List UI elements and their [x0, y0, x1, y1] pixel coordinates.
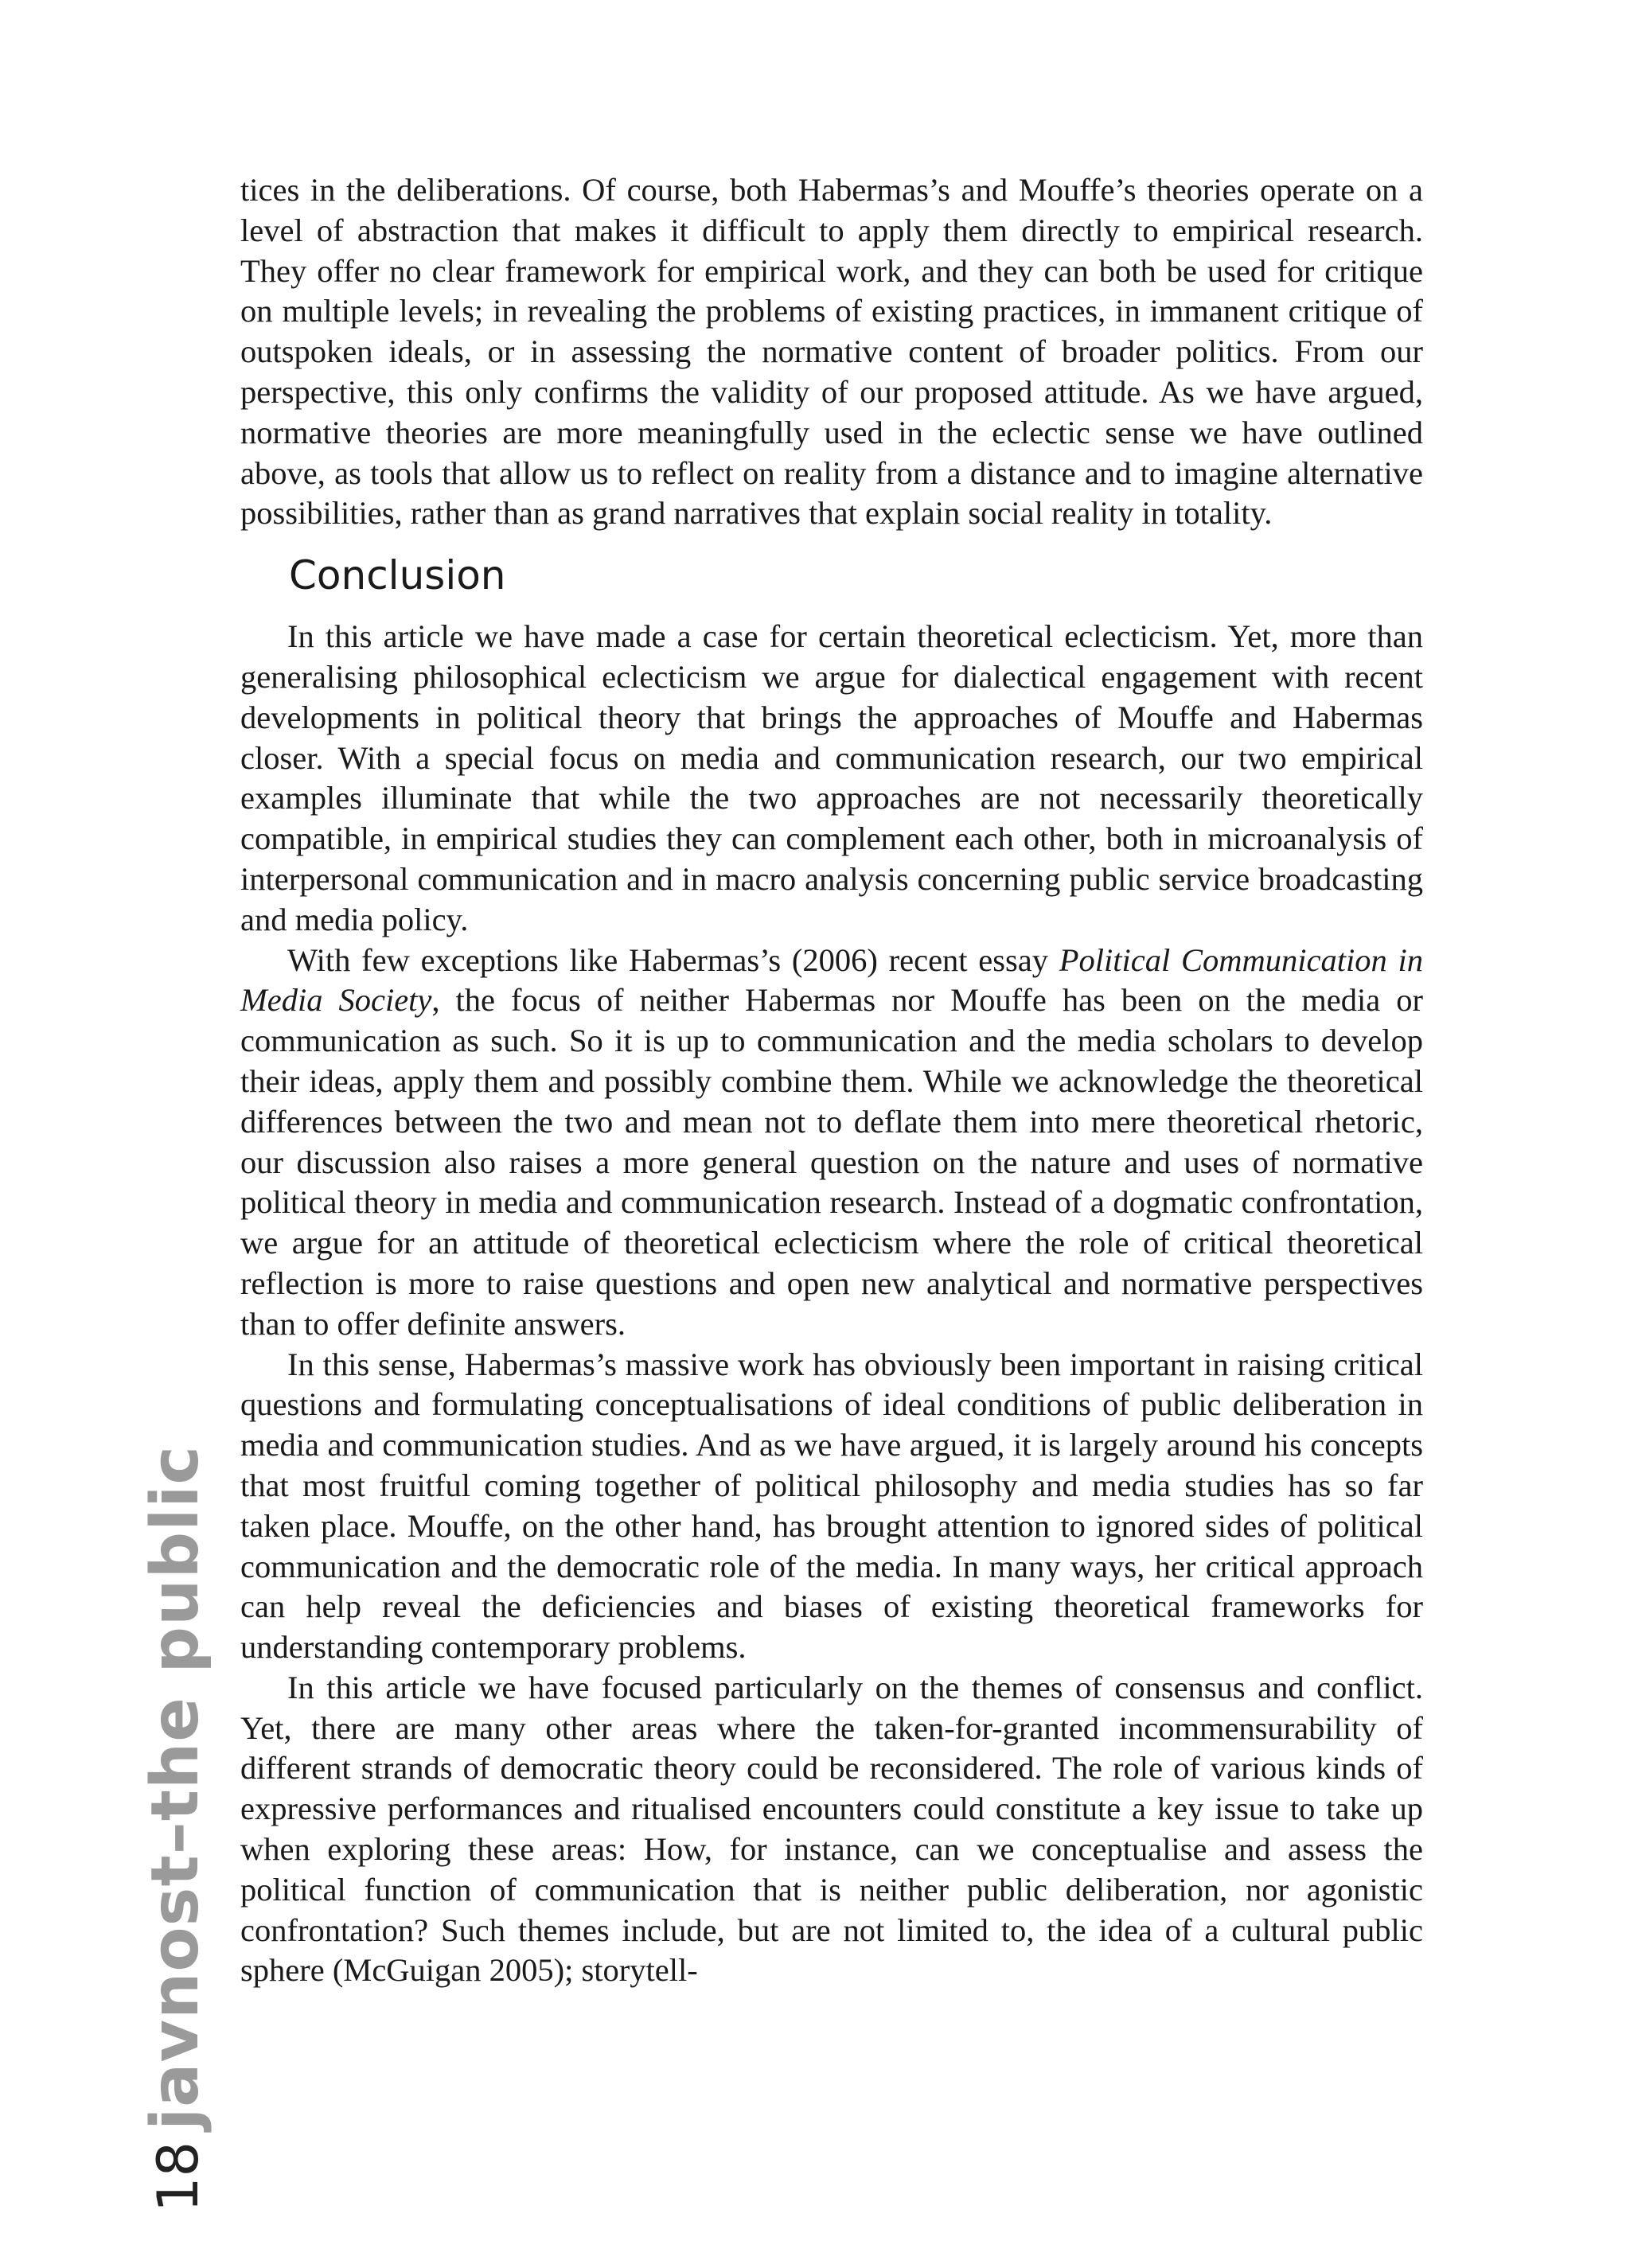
continued-paragraph: tices in the deliberations. Of course, both Habermas’s and Mouffe’s theories operate on a level of abstraction that makes it difficult to apply them directly to empirical research. They offer no clear framework for empirical work, and they can both be used for critique on multiple levels; in revealing the problems of existing practices, in immanent critique of outspoken ideals, or in assessing the normative content of broader politics. From our perspective, this only confirms the validity of our proposed attitude. As we have argued, normative theories are more meaningfully used in the eclectic sense we have outlined above, as tools that allow us to reflect on reality from a distance and to imagine alternative possibilities, rather than as grand narratives that explain social reality in totality. [240, 172, 1423, 532]
conclusion-paragraph-3: In this sense, Habermas’s massive work has obviously been important in raising critical questions and formulating conceptualisations of ideal conditions of public deliberation in media and communication studies. And as we have argued, it is largely around his concepts that most fruitful coming together of political philosophy and media studies has so far taken place. Mouffe, on the other hand, has brought attention to ignored sides of political communication and the democratic role of the media. In many ways, her critical approach can help reveal the deficiencies and biases of existing theoretical frameworks for understanding contemporary problems. [240, 1346, 1423, 1666]
page-number: 18 [146, 2141, 211, 2212]
running-head [138, 1444, 213, 2212]
conclusion-paragraph-4: In this article we have focused particularly on the themes of consensus and conflict. Yet, there are many other areas where the taken-for-granted incommensurability of different strands of democratic theory could be reconsidered. The role of various kinds of expressive performances and ritualised encounters could constitute a key issue to take up when exploring these areas: How, for instance, can we conceptualise and assess the political function of communication that is neither public deliberation, nor agonistic confrontation? Such themes include, but are not limited to, the idea of a cultural public sphere (McGuigan 2005); storytell- [240, 1669, 1423, 1989]
paragraph-2-lead: With few exceptions like Habermas’s (2006) recent essay [287, 941, 1059, 978]
essay-title: Political Communication in Media Society [240, 941, 1423, 1019]
conclusion-paragraph-1: In this article we have made a case for certain theoretical eclecticism. Yet, more than generalising philosophical eclecticism we argue for dialectical engagement with recent developments in political theory that brings the approaches of Mouffe and Habermas closer. With a special focus on media and communication research, our two empirical examples illuminate that while the two approaches are not necessarily theoretically compatible, in empirical studies they can complement each other, both in microanalysis of interpersonal communication and in macro analysis concerning public service broadcasting and media policy. [240, 618, 1423, 937]
paragraph-2-rest: , the focus of neither Habermas nor Mouffe has been on the media or communication as such. So it is up to communication and the media scholars to develop their ideas, apply them and possibly combine them. While we acknowledge the theoretical differences between the two and mean not to deflate them into mere theoretical rhetoric, our discussion also raises a more general question on the nature and uses of normative political theory in media and communication research. Instead of a dogmatic confrontation, we argue for an attitude of theoretical eclecticism where the role of critical theoretical reflection is more to raise questions and open new analytical and normative perspectives than to offer definite answers. [240, 982, 1423, 1342]
journal-name: javnost–the public [138, 1444, 213, 2130]
section-heading: Conclusion [289, 552, 506, 599]
conclusion-paragraph-2 [240, 941, 1423, 1345]
article-body [240, 170, 1423, 1991]
